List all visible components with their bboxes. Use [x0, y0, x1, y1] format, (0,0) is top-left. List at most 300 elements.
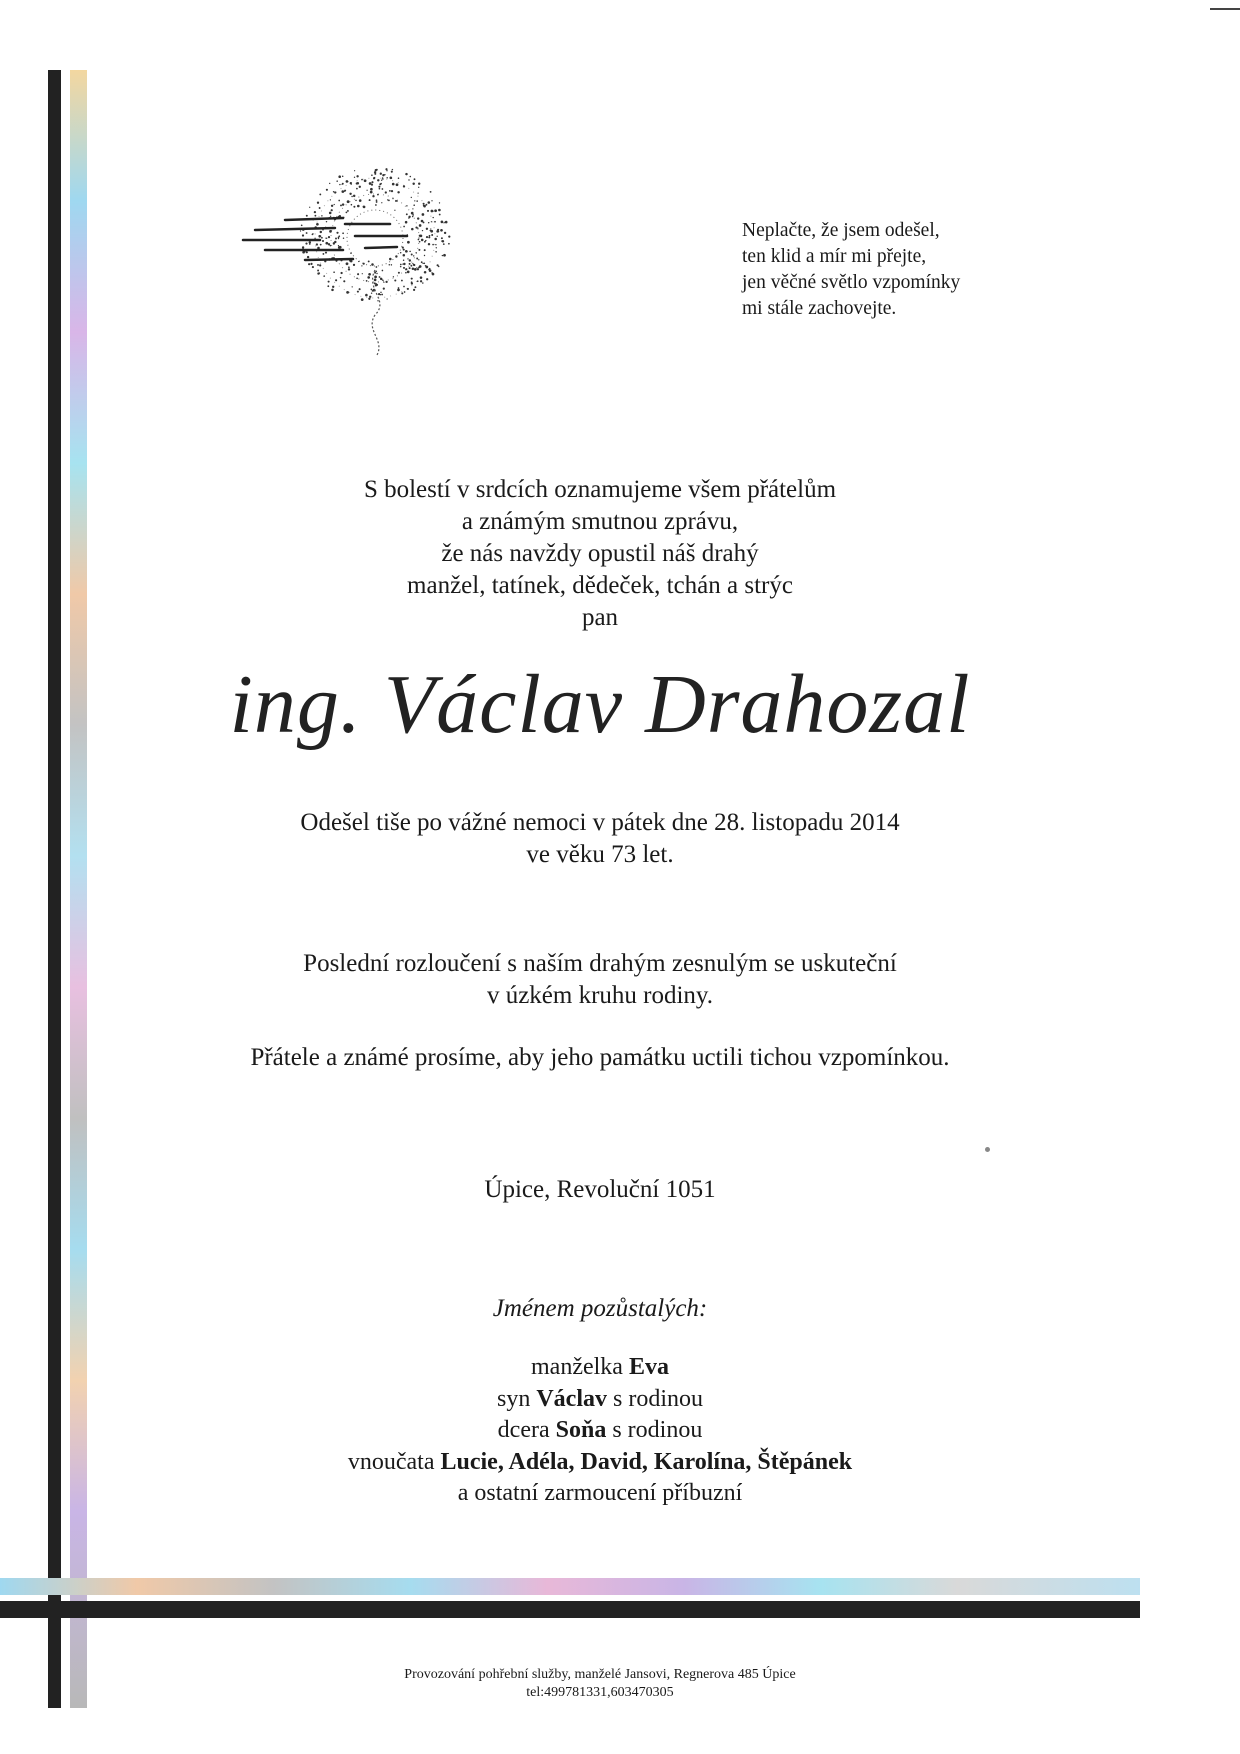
stipple-dot — [439, 202, 440, 203]
stipple-dot — [438, 231, 439, 232]
stipple-dot — [371, 174, 373, 176]
stipple-dot — [424, 263, 426, 265]
stipple-dot — [361, 298, 364, 301]
stipple-dot — [420, 235, 423, 238]
stipple-dot — [342, 176, 344, 178]
stipple-dot — [347, 200, 350, 203]
death-info — [150, 807, 1050, 871]
stipple-dot — [365, 294, 368, 297]
stipple-dot — [411, 254, 413, 256]
stipple-dot — [377, 194, 379, 196]
farewell-line: v úzkém kruhu rodiny. — [486, 982, 714, 1009]
stipple-dot — [439, 214, 441, 216]
stipple-dot — [401, 292, 403, 294]
stipple-dot — [428, 236, 430, 238]
poem-line: mi stále zachovejte. — [742, 298, 897, 319]
stipple-dot — [370, 191, 373, 194]
stipple-dot — [417, 268, 419, 270]
stipple-dot — [428, 201, 431, 204]
stipple-dot — [389, 258, 392, 261]
stipple-dot — [398, 272, 400, 274]
stipple-dot — [389, 264, 391, 266]
stipple-dot — [362, 273, 363, 274]
stipple-dot — [312, 266, 314, 268]
family-line: a ostatní zarmoucení příbuzní — [457, 1480, 743, 1506]
stipple-dot — [389, 190, 391, 192]
stipple-dot — [326, 189, 328, 191]
stipple-dot — [415, 227, 417, 229]
stipple-dot — [306, 215, 308, 217]
stipple-dot — [353, 195, 355, 197]
stipple-dot — [403, 254, 406, 257]
stipple-dot — [322, 253, 324, 255]
death-info-line: Odešel tiše po vážné nemoci v pátek dne 28. listopadu 2014 — [300, 809, 900, 836]
stipple-dot — [427, 210, 429, 212]
stipple-dot — [405, 173, 407, 175]
stipple-dot — [422, 263, 423, 264]
stipple-dot — [330, 245, 332, 247]
stipple-dot — [317, 264, 319, 266]
stipple-dot — [375, 283, 377, 285]
stipple-dot — [422, 230, 423, 231]
stipple-dot — [380, 173, 382, 175]
stipple-dot — [338, 238, 339, 239]
stipple-dot — [436, 247, 437, 248]
stipple-dot — [326, 221, 327, 222]
stipple-dot — [374, 276, 377, 279]
stipple-dot — [405, 250, 408, 253]
stipple-dot — [339, 184, 340, 185]
stipple-dot — [412, 208, 413, 209]
stipple-dot — [421, 220, 424, 223]
stipple-dot — [325, 237, 326, 238]
stipple-dot — [422, 213, 425, 216]
stipple-dot — [391, 264, 392, 265]
stipple-dot — [424, 271, 427, 274]
stipple-dot — [320, 244, 322, 246]
stipple-dot — [441, 237, 443, 239]
stipple-dot — [410, 176, 412, 178]
family-line: dcera Soňa s rodinou — [497, 1417, 703, 1443]
stipple-dot — [302, 234, 304, 236]
stipple-dot — [385, 281, 387, 283]
stipple-dot — [371, 289, 373, 291]
stipple-dot — [320, 231, 322, 233]
address: Úpice, Revoluční 1051 — [484, 1176, 716, 1203]
stipple-dot — [356, 277, 358, 279]
stipple-dot — [418, 239, 420, 241]
stipple-dot — [378, 293, 380, 295]
stipple-dot — [417, 217, 419, 219]
stipple-dot — [419, 224, 422, 227]
stipple-dot — [368, 260, 370, 262]
stipple-dot — [437, 229, 439, 231]
stipple-dot — [347, 210, 349, 212]
memorial-poem — [742, 218, 960, 322]
stipple-dot — [431, 200, 432, 201]
stipple-dot — [351, 196, 352, 197]
stipple-dot — [392, 198, 393, 199]
stipple-dot — [431, 221, 432, 222]
stipple-dot — [434, 209, 437, 212]
stipple-dot — [420, 276, 423, 279]
stipple-dot — [416, 258, 418, 260]
stipple-dot — [432, 217, 433, 218]
stipple-dot — [356, 188, 358, 190]
stipple-dot — [403, 267, 405, 269]
stipple-dot — [411, 197, 412, 198]
stipple-dot — [359, 288, 361, 290]
border-vertical-black — [48, 70, 61, 1708]
stipple-dot — [369, 199, 371, 201]
stipple-dot — [419, 265, 422, 268]
stipple-dot — [407, 258, 408, 259]
stipple-dot — [359, 186, 361, 188]
stipple-dot — [367, 276, 370, 279]
stipple-dot — [390, 177, 393, 180]
stipple-dot — [434, 221, 436, 223]
stipple-dot — [412, 214, 414, 216]
stipple-dot — [443, 254, 446, 257]
stipple-dot — [330, 199, 331, 200]
stipple-dot — [364, 179, 367, 182]
stipple-dot — [403, 260, 404, 261]
stipple-dot — [426, 278, 428, 280]
stipple-dot — [312, 233, 314, 235]
stipple-dot — [334, 191, 336, 193]
stipple-dot — [325, 252, 327, 254]
stipple-dot — [384, 174, 385, 175]
stipple-dot — [383, 282, 384, 283]
stipple-dot — [428, 222, 429, 223]
stipple-dot — [406, 205, 407, 206]
stipple-dot — [409, 263, 411, 265]
stipple-dot — [376, 273, 377, 274]
poem-line: ten klid a mír mi přejte, — [742, 246, 927, 267]
stipple-dot — [386, 177, 388, 179]
border-vertical-iridescent — [70, 70, 87, 1708]
border-horizontal-black — [0, 1601, 1140, 1618]
stipple-dot — [443, 222, 444, 223]
stipple-dot — [346, 262, 349, 265]
stipple-dot — [438, 266, 440, 268]
stipple-dot — [366, 190, 367, 191]
stipple-dot — [317, 270, 319, 272]
stipple-dot — [374, 279, 377, 282]
stipple-dot — [376, 201, 378, 203]
stipple-dot — [376, 199, 378, 201]
stipple-dot — [331, 205, 333, 207]
stipple-dot — [430, 191, 432, 193]
stipple-dot — [410, 265, 412, 267]
stipple-dot — [319, 207, 321, 209]
stipple-dot — [382, 177, 383, 178]
stipple-dot — [321, 215, 322, 216]
stipple-dot — [385, 191, 387, 193]
stipple-dot — [342, 190, 345, 193]
corner-mark — [1210, 8, 1240, 10]
stipple-dot — [391, 190, 393, 192]
stipple-dot — [346, 180, 349, 183]
stipple-dot — [405, 268, 407, 270]
stipple-dot — [420, 280, 422, 282]
stipple-dot — [409, 259, 411, 261]
stipple-dot — [329, 212, 332, 215]
stipple-dot — [426, 236, 428, 238]
stipple-dot — [417, 280, 419, 282]
stipple-dot — [404, 291, 406, 293]
stipple-dot — [393, 276, 394, 277]
stipple-dot — [413, 264, 415, 266]
stipple-dot — [335, 238, 337, 240]
stipple-dot — [411, 278, 413, 280]
footer-phone: tel:499781331,603470305 — [526, 1685, 674, 1700]
stipple-dot — [395, 255, 397, 257]
stipple-dot — [407, 288, 409, 290]
stipple-dot — [321, 237, 323, 239]
stipple-dot — [371, 181, 373, 183]
stipple-dot — [443, 243, 445, 245]
stipple-dot — [356, 175, 358, 177]
stipple-dot — [391, 171, 393, 173]
stipple-dot — [353, 206, 355, 208]
stipple-dot — [421, 239, 424, 242]
stipple-dot — [307, 256, 309, 258]
stipple-dot — [356, 182, 358, 184]
setting-sun-illustration — [225, 150, 470, 360]
stipple-dot — [414, 200, 415, 201]
stipple-dot — [340, 277, 342, 279]
stipple-dot — [361, 265, 362, 266]
stipple-dot — [346, 212, 348, 214]
stipple-dot — [398, 177, 400, 179]
stipple-dot — [350, 182, 352, 184]
stipple-dot — [343, 237, 344, 238]
stipple-dot — [317, 202, 319, 204]
stipple-dot — [432, 244, 434, 246]
stipple-dot — [370, 188, 373, 191]
stipple-dot — [361, 179, 363, 181]
stipple-dot — [382, 174, 384, 176]
stipple-dot — [357, 291, 359, 293]
stipple-dot — [423, 205, 426, 208]
stipple-dot — [411, 281, 413, 283]
stipple-dot — [302, 247, 304, 249]
stipple-dot — [379, 188, 381, 190]
stipple-dot — [331, 289, 334, 292]
stipple-dot — [348, 268, 350, 270]
poem-line: Neplačte, že jsem odešel, — [742, 220, 940, 241]
stipple-dot — [354, 177, 355, 178]
stipple-dot — [431, 234, 433, 236]
stipple-dot — [314, 211, 316, 213]
stipple-dot — [375, 169, 377, 171]
footer-line: Provozování pohřební služby, manželé Jansovi, Regnerova 485 Úpice — [404, 1667, 796, 1682]
stipple-dot — [376, 266, 378, 268]
stipple-dot — [381, 202, 382, 203]
stipple-dot — [405, 221, 408, 224]
stipple-dot — [435, 244, 436, 245]
friends-request: Přátele a známé prosíme, aby jeho památku uctili tichou vzpomínkou. — [250, 1044, 950, 1071]
stipple-dot — [382, 270, 384, 272]
stipple-dot — [392, 183, 395, 186]
stipple-dot — [371, 293, 372, 294]
stipple-dot — [301, 224, 303, 226]
stipple-dot — [309, 241, 311, 243]
stipple-dot — [382, 188, 384, 190]
stipple-dot — [300, 230, 301, 231]
stipple-dot — [348, 266, 350, 268]
stipple-dot — [329, 230, 332, 233]
stipple-dot — [377, 179, 379, 181]
stipple-dot — [377, 300, 378, 301]
stipple-dot — [444, 221, 446, 223]
poem-line: jen věčné světlo vzpomínky — [742, 272, 961, 293]
stipple-dot — [412, 216, 414, 218]
border-horizontal-iridescent — [0, 1578, 1140, 1595]
stipple-dot — [334, 204, 335, 205]
announcement — [150, 474, 1050, 634]
announcement-line: pan — [581, 604, 619, 631]
announcement-line: a známým smutnou zprávu, — [461, 508, 739, 535]
stipple-dot — [414, 286, 416, 288]
stipple-dot — [308, 263, 310, 265]
stipple-dot — [424, 249, 426, 251]
stipple-dot — [435, 251, 437, 253]
stipple-dot — [381, 179, 382, 180]
stipple-dot — [442, 240, 444, 242]
stipple-dot — [409, 267, 411, 269]
stipple-dot — [332, 286, 334, 288]
stipple-dot — [372, 195, 374, 197]
stipple-dot — [369, 182, 372, 185]
stipple-dot — [328, 236, 330, 238]
stipple-dot — [430, 230, 433, 233]
stipple-dot — [418, 259, 419, 260]
stipple-dot — [338, 245, 339, 246]
stipple-dot — [430, 228, 431, 229]
stipple-dot — [338, 175, 341, 178]
stipple-dot — [422, 282, 424, 284]
stipple-dot — [338, 200, 340, 202]
stipple-dot — [387, 298, 388, 299]
stipple-dot — [401, 280, 403, 282]
stipple-dot — [414, 268, 417, 271]
stipple-dot — [416, 267, 417, 268]
stipple-dot — [368, 298, 370, 300]
stipple-dot — [394, 210, 395, 211]
funeral-service-footer — [300, 1666, 900, 1702]
stipple-dot — [336, 180, 338, 182]
stipple-dot — [448, 236, 450, 238]
stipple-dot — [392, 169, 393, 170]
stipple-dot — [342, 203, 344, 205]
stipple-dot — [363, 263, 365, 265]
stipple-dot — [428, 243, 430, 245]
stipple-dot — [349, 193, 351, 195]
announcement-line: manžel, tatínek, dědeček, tchán a strýc — [407, 572, 793, 599]
stipple-dot — [379, 183, 381, 185]
stipple-dot — [309, 207, 310, 208]
stipple-dot — [333, 242, 335, 244]
paper-speck — [985, 1147, 990, 1152]
stipple-dot — [319, 264, 321, 266]
stipple-dot — [406, 213, 408, 215]
stipple-dot — [342, 183, 344, 185]
stipple-dot — [396, 183, 399, 186]
stipple-dot — [343, 280, 345, 282]
stipple-dot — [405, 272, 407, 274]
stipple-dot — [412, 183, 414, 185]
on-behalf-heading: Jménem pozůstalých: — [492, 1295, 708, 1322]
stipple-dot — [418, 183, 420, 185]
family-line: syn Václav s rodinou — [497, 1385, 703, 1412]
stipple-dot — [411, 212, 414, 215]
stipple-dot — [397, 289, 400, 292]
stipple-dot — [416, 200, 418, 202]
stipple-dot — [400, 266, 402, 268]
stipple-dot — [423, 203, 425, 205]
stipple-dot — [386, 170, 387, 171]
stipple-dot — [403, 226, 405, 228]
stipple-dot — [403, 185, 405, 187]
announcement-line: S bolestí v srdcích oznamujeme všem přátelům — [363, 476, 837, 503]
stipple-dot — [429, 235, 431, 237]
stipple-dot — [351, 204, 353, 206]
stipple-dot — [396, 200, 397, 201]
stipple-dot — [366, 280, 368, 282]
stipple-dot — [322, 240, 324, 242]
stipple-dot — [394, 279, 396, 281]
stipple-dot — [352, 286, 353, 287]
stipple-dot — [414, 178, 416, 180]
stipple-dot — [371, 263, 374, 266]
stipple-dot — [355, 200, 357, 202]
stipple-dot — [375, 204, 377, 206]
stipple-dot — [408, 216, 410, 218]
stipple-dot — [403, 249, 405, 251]
stipple-dot — [434, 238, 437, 241]
stipple-dot — [342, 232, 344, 234]
deceased-name: ing. Václav Drahozal — [229, 658, 971, 751]
stipple-dot — [413, 255, 414, 256]
stipple-dot — [441, 221, 444, 224]
stipple-dot — [425, 266, 428, 269]
stipple-dot — [400, 252, 401, 253]
stipple-dot — [305, 243, 307, 245]
stipple-dot — [314, 215, 316, 217]
stipple-dot — [378, 186, 380, 188]
stipple-dot — [336, 232, 338, 234]
stipple-dot — [397, 191, 399, 193]
stipple-dot — [429, 269, 432, 272]
stipple-dot — [418, 187, 419, 188]
stipple-dot — [411, 228, 414, 231]
stipple-dot — [413, 204, 415, 206]
stipple-dot — [398, 287, 400, 289]
stipple-dot — [403, 263, 405, 265]
stipple-dot — [339, 246, 342, 249]
family-list — [150, 1352, 1050, 1510]
stipple-dot — [444, 232, 446, 234]
stipple-dot — [385, 168, 387, 170]
stipple-dot — [333, 271, 335, 273]
stipple-dot — [425, 240, 426, 241]
stipple-dot — [357, 205, 360, 208]
stipple-dot — [325, 242, 328, 245]
stipple-dot — [359, 199, 362, 202]
stipple-dot — [412, 267, 415, 270]
